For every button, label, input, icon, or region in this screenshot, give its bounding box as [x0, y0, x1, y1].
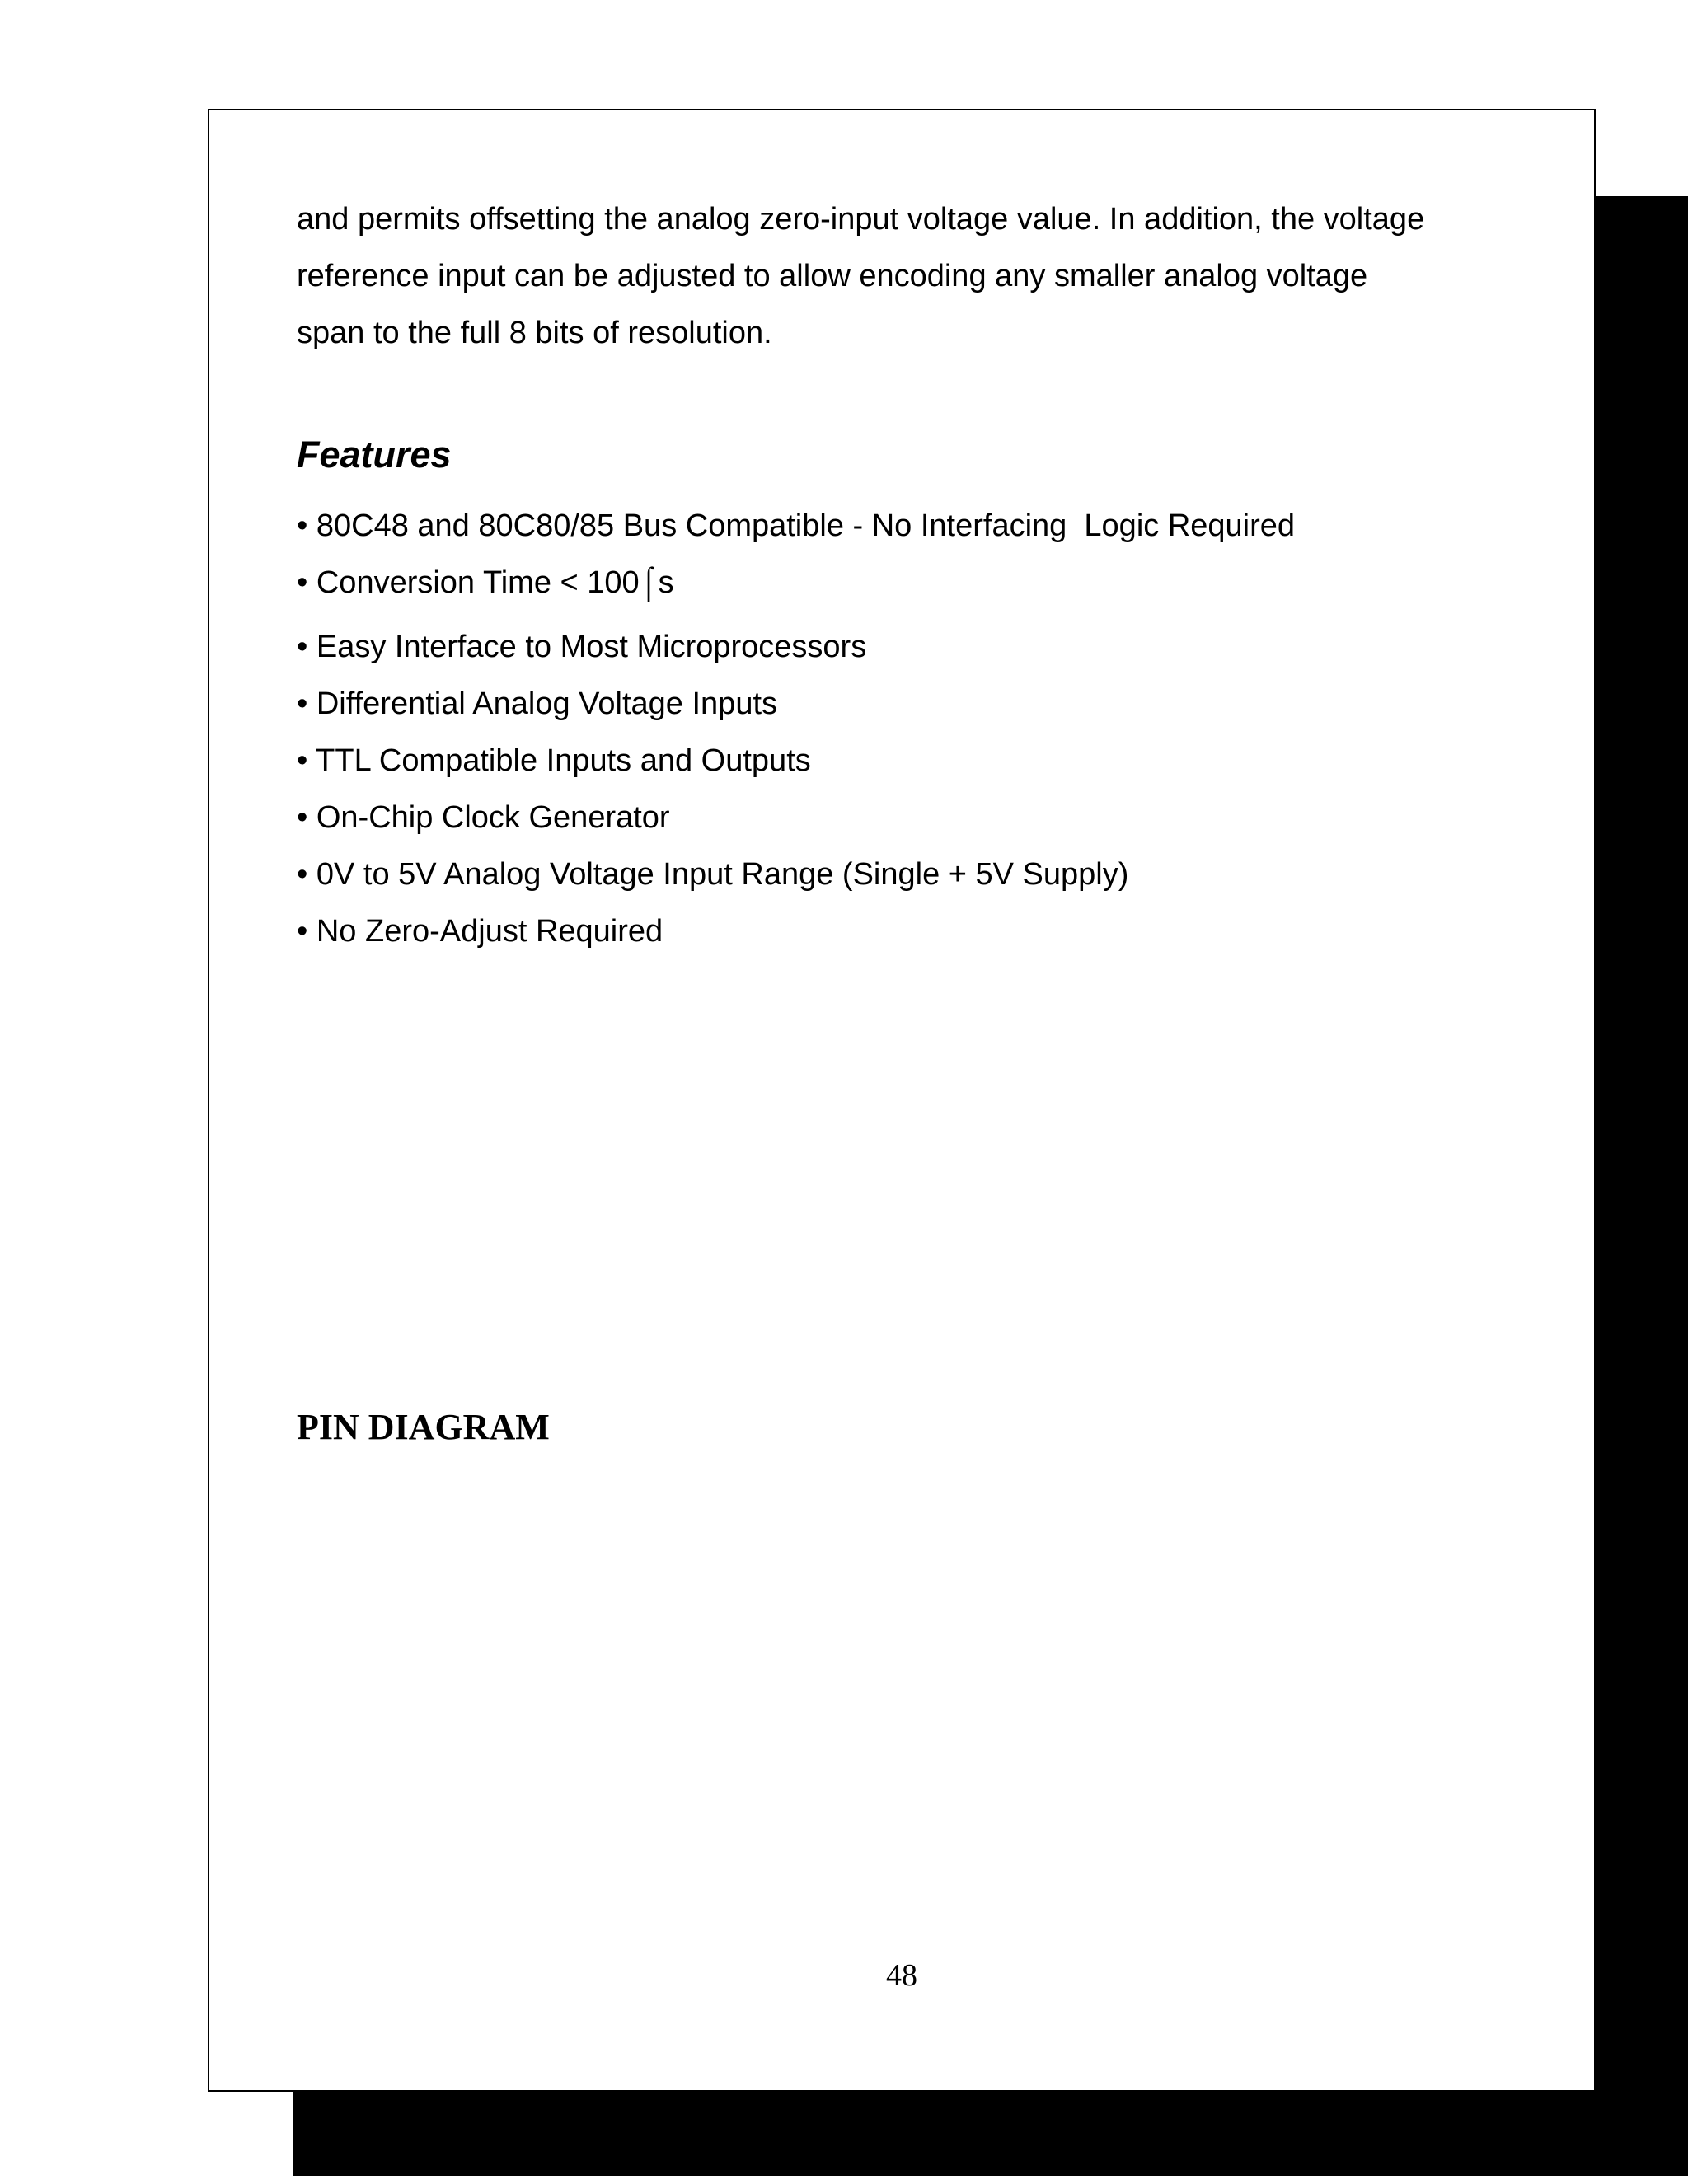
page-number: 48: [886, 1958, 917, 1993]
intro-paragraph: [297, 191, 1533, 362]
intro-line: and permits offsetting the analog zero-input voltage value. In addition, the voltage: [297, 202, 1425, 237]
feature-item: • Differential Analog Voltage Inputs: [297, 687, 778, 721]
feature-item: • On-Chip Clock Generator: [297, 800, 670, 835]
features-list: [297, 498, 1295, 960]
feature-item: • Conversion Time < 100⌠s: [297, 565, 674, 600]
feature-item: • Easy Interface to Most Microprocessors: [297, 630, 867, 664]
feature-item: • 0V to 5V Analog Voltage Input Range (Single + 5V Supply): [297, 857, 1129, 892]
features-heading: Features: [297, 434, 452, 476]
document-page: [208, 109, 1596, 2092]
intro-line: span to the full 8 bits of resolution.: [297, 316, 772, 350]
feature-item: • No Zero-Adjust Required: [297, 914, 663, 949]
intro-line: reference input can be adjusted to allow encoding any smaller analog voltage: [297, 259, 1368, 293]
pin-diagram-heading: PIN DIAGRAM: [297, 1407, 550, 1447]
feature-item: • 80C48 and 80C80/85 Bus Compatible - No Interfacing Logic Required: [297, 509, 1296, 543]
feature-item: • TTL Compatible Inputs and Outputs: [297, 743, 811, 778]
